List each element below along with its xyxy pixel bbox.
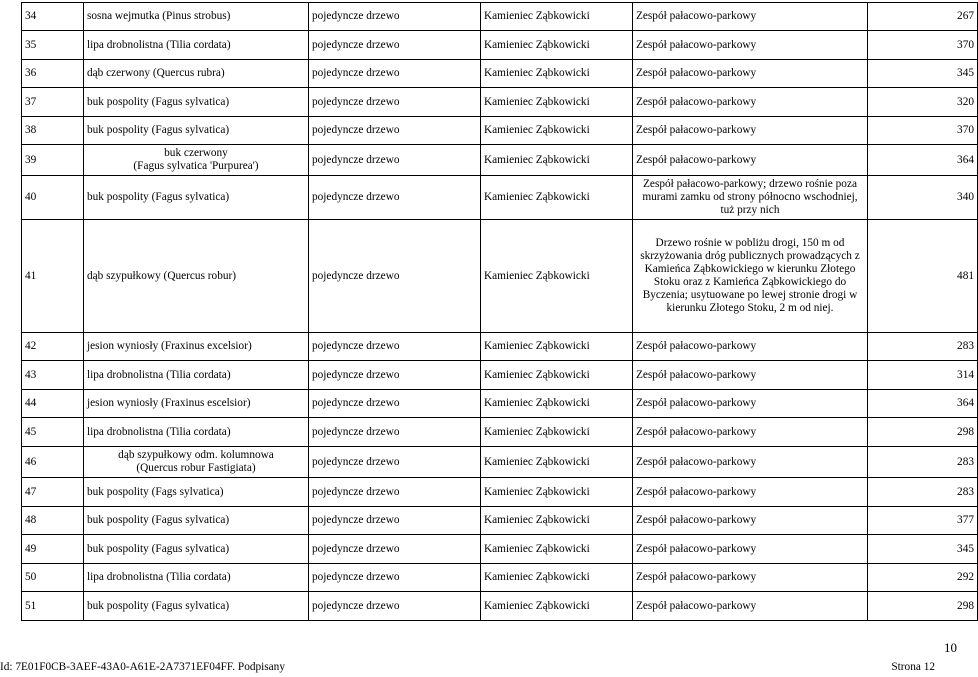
trunk-circumference: 364 — [868, 390, 978, 418]
location-description: Zespół pałacowo-parkowy — [633, 333, 868, 361]
location-description: Zespół pałacowo-parkowy — [633, 564, 868, 592]
protection-form: pojedyncze drzewo — [309, 507, 481, 535]
document-id: Id: 7E01F0CB-3AEF-43A0-A61E-2A7371EF04FF. Podpisany — [0, 661, 285, 673]
location-description: Zespół pałacowo-parkowy — [633, 117, 868, 145]
protection-form: pojedyncze drzewo — [309, 31, 481, 60]
protection-form: pojedyncze drzewo — [309, 361, 481, 390]
trunk-circumference: 377 — [868, 507, 978, 535]
species-name: buk czerwony (Fagus sylvatica 'Purpurea') — [84, 145, 309, 176]
species-name: dąb czerwony (Quercus rubra) — [84, 60, 309, 88]
row-number: 40 — [22, 176, 84, 220]
protection-form: pojedyncze drzewo — [309, 220, 481, 333]
row-number: 44 — [22, 390, 84, 418]
location-description: Zespół pałacowo-parkowy — [633, 88, 868, 117]
species-name: lipa drobnolistna (Tilia cordata) — [84, 361, 309, 390]
commune-name: Kamieniec Ząbkowicki — [481, 31, 633, 60]
table-row — [22, 3, 978, 31]
trunk-circumference: 364 — [868, 145, 978, 176]
location-description: Zespół pałacowo-parkowy; drzewo rośnie poza murami zamku od strony północno wschodniej, tuż przy nich — [633, 176, 868, 220]
location-description: Zespół pałacowo-parkowy — [633, 3, 868, 31]
table-row — [22, 88, 978, 117]
location-description: Zespół pałacowo-parkowy — [633, 418, 868, 447]
table-row — [22, 507, 978, 535]
table-row — [22, 60, 978, 88]
commune-name: Kamieniec Ząbkowicki — [481, 145, 633, 176]
species-name: lipa drobnolistna (Tilia cordata) — [84, 31, 309, 60]
species-name: buk pospolity (Fagus sylvatica) — [84, 535, 309, 564]
page-number: 10 — [944, 640, 957, 655]
commune-name: Kamieniec Ząbkowicki — [481, 507, 633, 535]
page-label: Strona 12 — [891, 661, 935, 673]
row-number: 35 — [22, 31, 84, 60]
species-name: buk pospolity (Fagus sylvatica) — [84, 88, 309, 117]
trunk-circumference: 267 — [868, 3, 978, 31]
commune-name: Kamieniec Ząbkowicki — [481, 418, 633, 447]
commune-name: Kamieniec Ząbkowicki — [481, 447, 633, 478]
trunk-circumference: 283 — [868, 478, 978, 507]
table-row — [22, 333, 978, 361]
species-name: buk pospolity (Fagus sylvatica) — [84, 592, 309, 621]
table-row — [22, 535, 978, 564]
table-row — [22, 361, 978, 390]
protection-form: pojedyncze drzewo — [309, 447, 481, 478]
protection-form: pojedyncze drzewo — [309, 535, 481, 564]
footer — [0, 659, 959, 677]
protection-form: pojedyncze drzewo — [309, 592, 481, 621]
commune-name: Kamieniec Ząbkowicki — [481, 333, 633, 361]
commune-name: Kamieniec Ząbkowicki — [481, 60, 633, 88]
table-row — [22, 478, 978, 507]
row-number: 37 — [22, 88, 84, 117]
location-description: Zespół pałacowo-parkowy — [633, 478, 868, 507]
trunk-circumference: 481 — [868, 220, 978, 333]
table-row — [22, 592, 978, 621]
trunk-circumference: 370 — [868, 117, 978, 145]
trunk-circumference: 320 — [868, 88, 978, 117]
species-name: lipa drobnolistna (Tilia cordata) — [84, 418, 309, 447]
trunk-circumference: 314 — [868, 361, 978, 390]
protection-form: pojedyncze drzewo — [309, 564, 481, 592]
commune-name: Kamieniec Ząbkowicki — [481, 88, 633, 117]
location-description: Zespół pałacowo-parkowy — [633, 60, 868, 88]
row-number: 48 — [22, 507, 84, 535]
row-number: 43 — [22, 361, 84, 390]
species-name: buk pospolity (Fags sylvatica) — [84, 478, 309, 507]
protection-form: pojedyncze drzewo — [309, 176, 481, 220]
row-number: 50 — [22, 564, 84, 592]
protection-form: pojedyncze drzewo — [309, 418, 481, 447]
protection-form: pojedyncze drzewo — [309, 117, 481, 145]
commune-name: Kamieniec Ząbkowicki — [481, 478, 633, 507]
commune-name: Kamieniec Ząbkowicki — [481, 564, 633, 592]
location-description: Zespół pałacowo-parkowy — [633, 145, 868, 176]
row-number: 38 — [22, 117, 84, 145]
row-number: 45 — [22, 418, 84, 447]
species-name: buk pospolity (Fagus sylvatica) — [84, 176, 309, 220]
trunk-circumference: 283 — [868, 447, 978, 478]
location-description: Drzewo rośnie w pobliżu drogi, 150 m od skrzyżowania dróg publicznych prowadzących z Kamieńca Ząbkowickiego w kierunku Złotego Stoku oraz z Kamieńca Ząbkowickiego do Byczenia; usytuowane po lewej stronie drogi w kierunku Złotego Stoku, 2 m od niej. — [633, 220, 868, 333]
table-row — [22, 390, 978, 418]
row-number: 46 — [22, 447, 84, 478]
protection-form: pojedyncze drzewo — [309, 478, 481, 507]
row-number: 36 — [22, 60, 84, 88]
trunk-circumference: 298 — [868, 592, 978, 621]
species-name: buk pospolity (Fagus sylvatica) — [84, 507, 309, 535]
table-row — [22, 117, 978, 145]
commune-name: Kamieniec Ząbkowicki — [481, 117, 633, 145]
species-name: jesion wyniosły (Fraxinus excelsior) — [84, 333, 309, 361]
commune-name: Kamieniec Ząbkowicki — [481, 176, 633, 220]
commune-name: Kamieniec Ząbkowicki — [481, 220, 633, 333]
table-row — [22, 418, 978, 447]
row-number: 34 — [22, 3, 84, 31]
species-name: lipa drobnolistna (Tilia cordata) — [84, 564, 309, 592]
commune-name: Kamieniec Ząbkowicki — [481, 592, 633, 621]
trunk-circumference: 370 — [868, 31, 978, 60]
species-name: sosna wejmutka (Pinus strobus) — [84, 3, 309, 31]
commune-name: Kamieniec Ząbkowicki — [481, 361, 633, 390]
species-name: buk pospolity (Fagus sylvatica) — [84, 117, 309, 145]
trunk-circumference: 292 — [868, 564, 978, 592]
table-row — [22, 31, 978, 60]
location-description: Zespół pałacowo-parkowy — [633, 592, 868, 621]
protection-form: pojedyncze drzewo — [309, 390, 481, 418]
trees-table — [21, 2, 978, 621]
location-description: Zespół pałacowo-parkowy — [633, 31, 868, 60]
trunk-circumference: 283 — [868, 333, 978, 361]
table-row — [22, 176, 978, 220]
location-description: Zespół pałacowo-parkowy — [633, 361, 868, 390]
trees-table-body — [22, 3, 978, 621]
commune-name: Kamieniec Ząbkowicki — [481, 390, 633, 418]
protection-form: pojedyncze drzewo — [309, 145, 481, 176]
trunk-circumference: 298 — [868, 418, 978, 447]
table-row — [22, 145, 978, 176]
location-description: Zespół pałacowo-parkowy — [633, 535, 868, 564]
trunk-circumference: 345 — [868, 535, 978, 564]
trunk-circumference: 345 — [868, 60, 978, 88]
row-number: 41 — [22, 220, 84, 333]
table-row — [22, 220, 978, 333]
row-number: 49 — [22, 535, 84, 564]
location-description: Zespół pałacowo-parkowy — [633, 447, 868, 478]
species-name: dąb szypułkowy odm. kolumnowa (Quercus robur Fastigiata) — [84, 447, 309, 478]
protection-form: pojedyncze drzewo — [309, 3, 481, 31]
protection-form: pojedyncze drzewo — [309, 60, 481, 88]
commune-name: Kamieniec Ząbkowicki — [481, 3, 633, 31]
table-row — [22, 564, 978, 592]
protection-form: pojedyncze drzewo — [309, 88, 481, 117]
species-name: dąb szypułkowy (Quercus robur) — [84, 220, 309, 333]
location-description: Zespół pałacowo-parkowy — [633, 390, 868, 418]
row-number: 39 — [22, 145, 84, 176]
row-number: 51 — [22, 592, 84, 621]
trunk-circumference: 340 — [868, 176, 978, 220]
table-row — [22, 447, 978, 478]
location-description: Zespół pałacowo-parkowy — [633, 507, 868, 535]
species-name: jesion wyniosły (Fraxinus escelsior) — [84, 390, 309, 418]
commune-name: Kamieniec Ząbkowicki — [481, 535, 633, 564]
row-number: 42 — [22, 333, 84, 361]
protection-form: pojedyncze drzewo — [309, 333, 481, 361]
row-number: 47 — [22, 478, 84, 507]
